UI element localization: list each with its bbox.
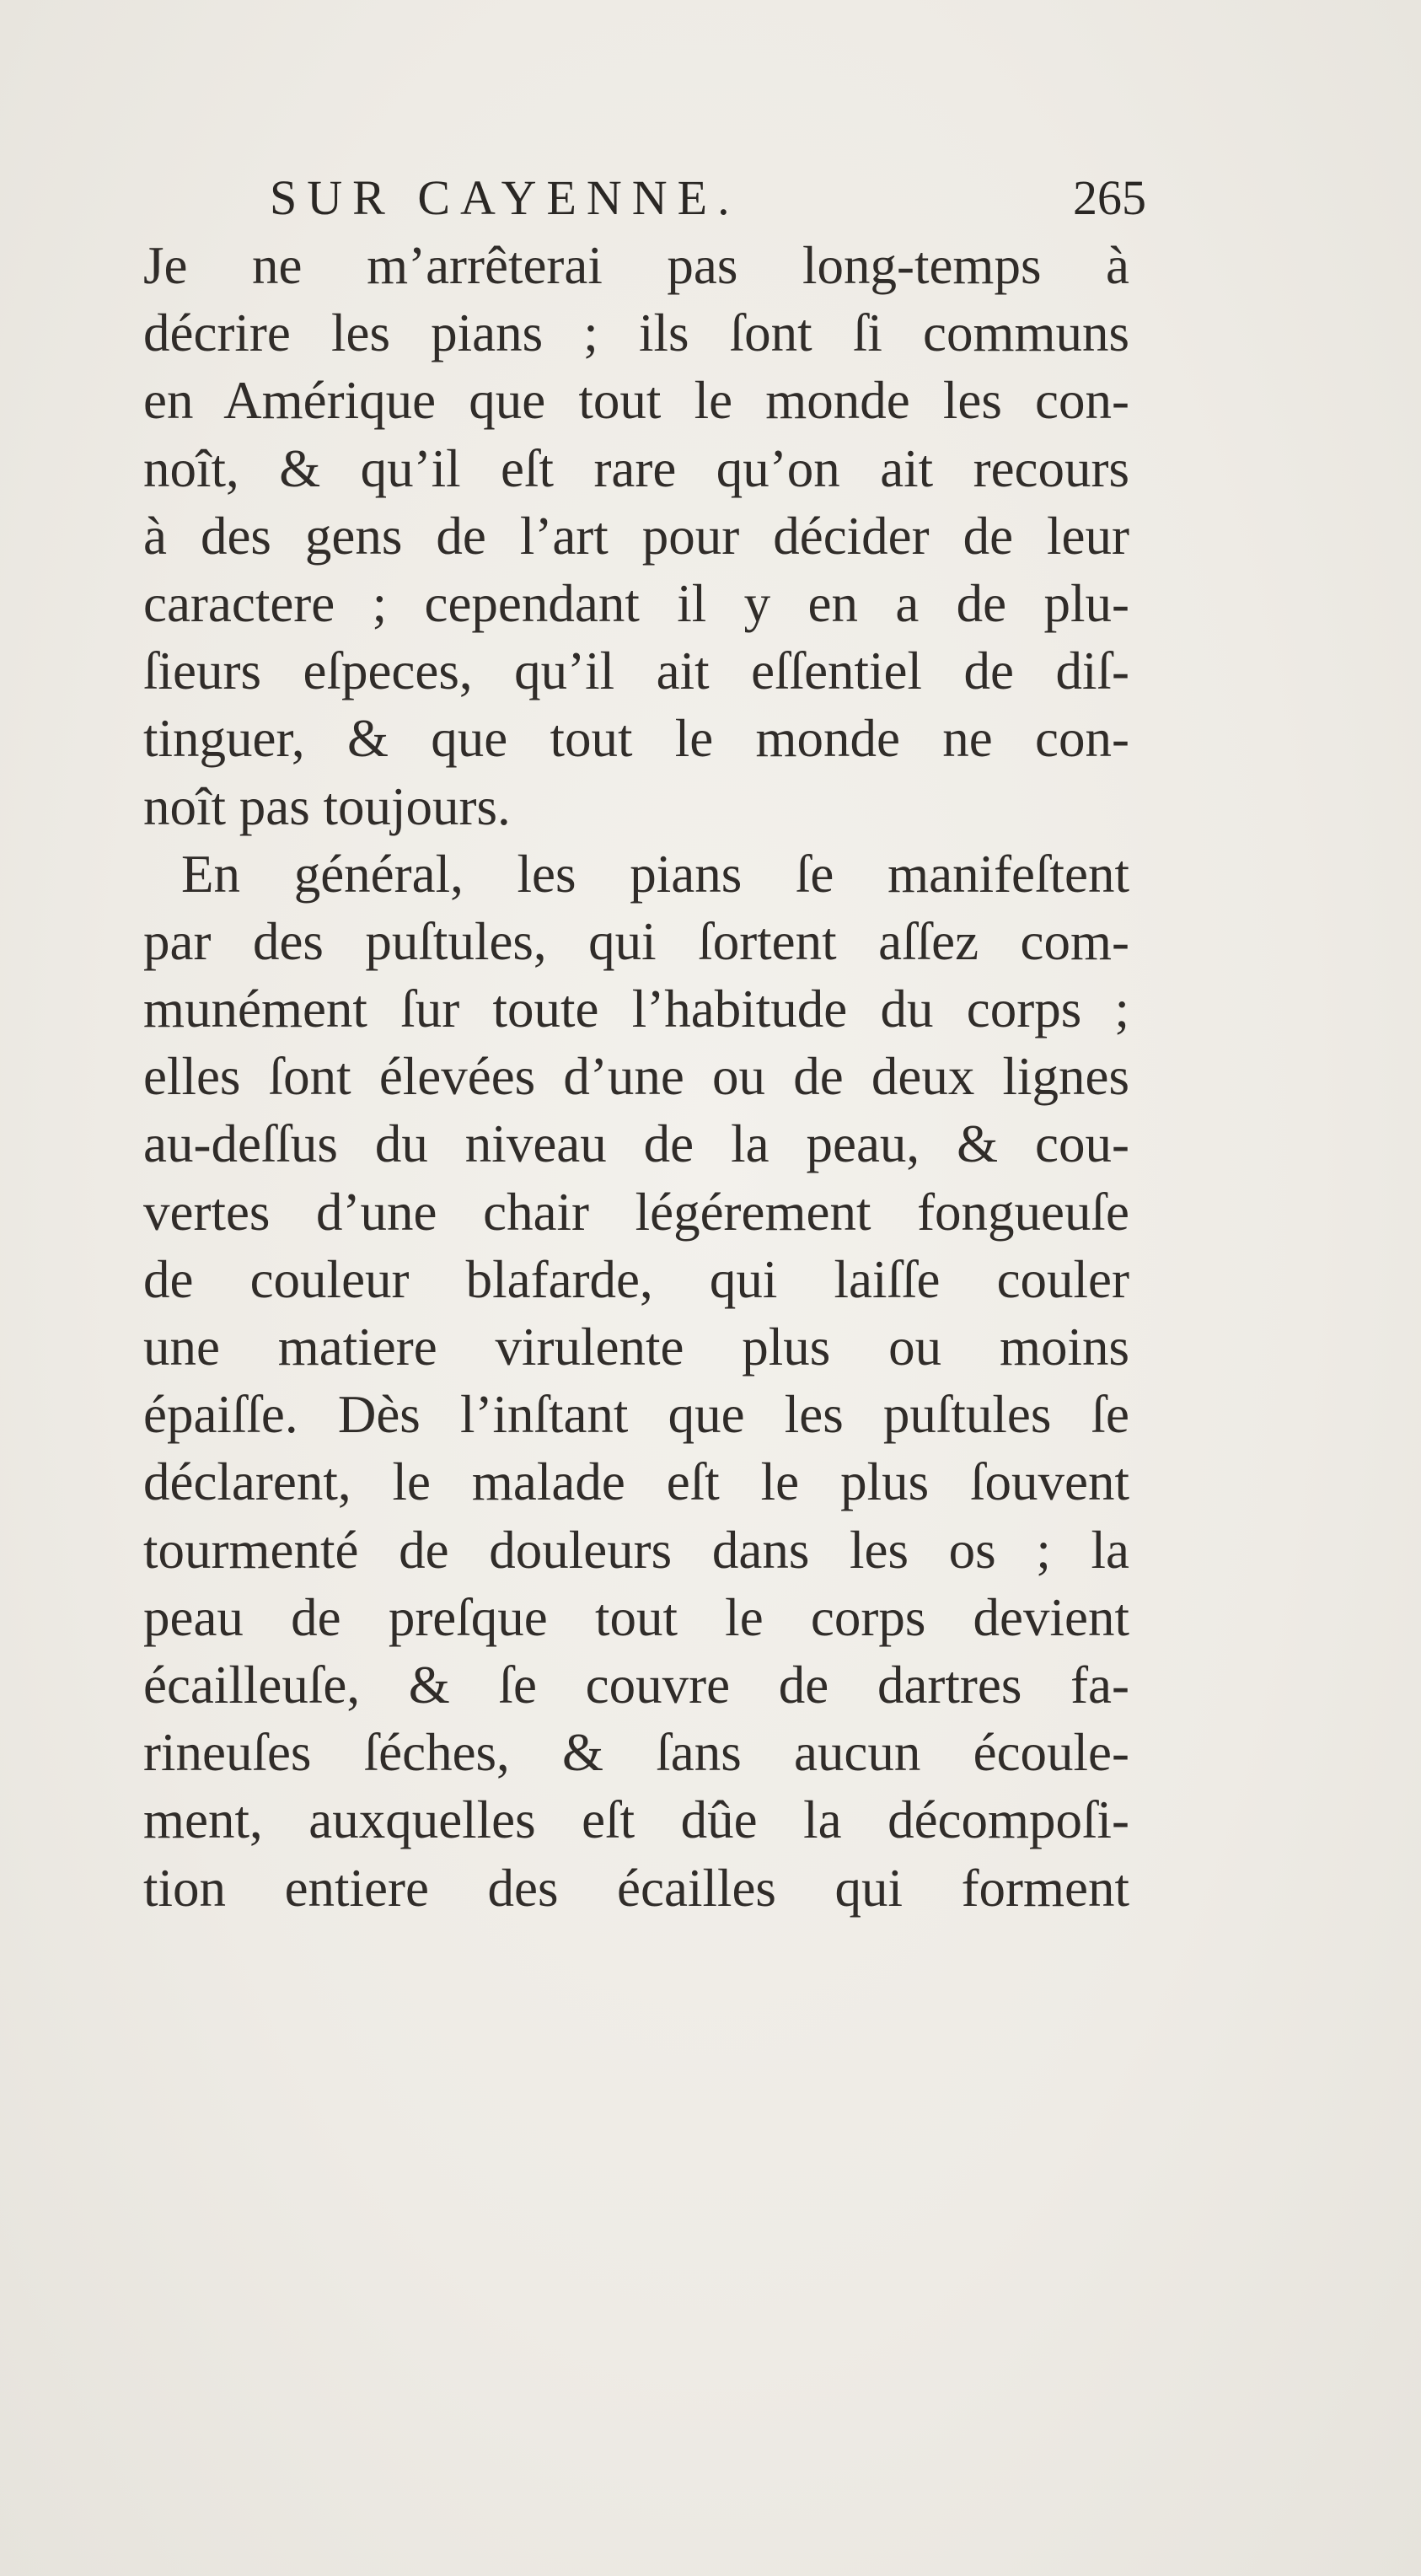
text-line: épaiſſe. Dès l’inſtant que les puſtules ſe (143, 1385, 1129, 1445)
text-line: ſieurs eſpeces, qu’il ait eſſentiel de diſ- (143, 641, 1129, 701)
text-line: elles ſont élevées d’une ou de deux lignes (143, 1047, 1129, 1107)
text-line: décrire les pians ; ils ſont ſi communs (143, 303, 1129, 363)
text-line: noît, & qu’il eſt rare qu’on ait recours (143, 438, 1129, 498)
page-number: 265 (1073, 170, 1146, 225)
text-line: Je ne m’arrêterai pas long-temps à (143, 236, 1129, 295)
text-line: munément ſur toute l’habitude du corps ; (143, 979, 1129, 1039)
text-line: tinguer, & que tout le monde ne con- (143, 709, 1129, 769)
text-line: En général, les pians ſe manifeſtent (181, 844, 1129, 904)
text-line: une matiere virulente plus ou moins (143, 1318, 1129, 1377)
text-line: par des puſtules, qui ſortent aſſez com- (143, 911, 1129, 971)
running-title: SUR CAYENNE. (270, 170, 740, 225)
body-text (143, 232, 1129, 1922)
text-line: ment, auxquelles eſt dûe la décompoſi- (143, 1790, 1129, 1850)
text-line: peau de preſque tout le corps devient (143, 1587, 1129, 1647)
text-line: tourmenté de douleurs dans les os ; la (143, 1520, 1129, 1580)
text-line: caractere ; cependant il y en a de plu- (143, 573, 1129, 633)
text-line: tion entiere des écailles qui forment (143, 1858, 1129, 1918)
text-line: rineuſes ſéches, & ſans aucun écoule- (143, 1723, 1129, 1783)
text-line: en Amérique que tout le monde les con- (143, 371, 1129, 431)
running-head (270, 164, 1146, 232)
text-line: noît pas toujours. (143, 776, 511, 836)
paragraph-2 (143, 840, 1129, 1922)
text-line: vertes d’une chair légérement fongueuſe (143, 1182, 1129, 1242)
text-line: à des gens de l’art pour décider de leur (143, 506, 1129, 566)
text-line: déclarent, le malade eſt le plus ſouvent (143, 1452, 1129, 1512)
paragraph-1 (143, 232, 1129, 840)
text-line: de couleur blafarde, qui laiſſe couler (143, 1249, 1129, 1309)
text-line: écailleuſe, & ſe couvre de dartres fa- (143, 1655, 1129, 1715)
text-line: au-deſſus du niveau de la peau, & cou- (143, 1114, 1129, 1174)
